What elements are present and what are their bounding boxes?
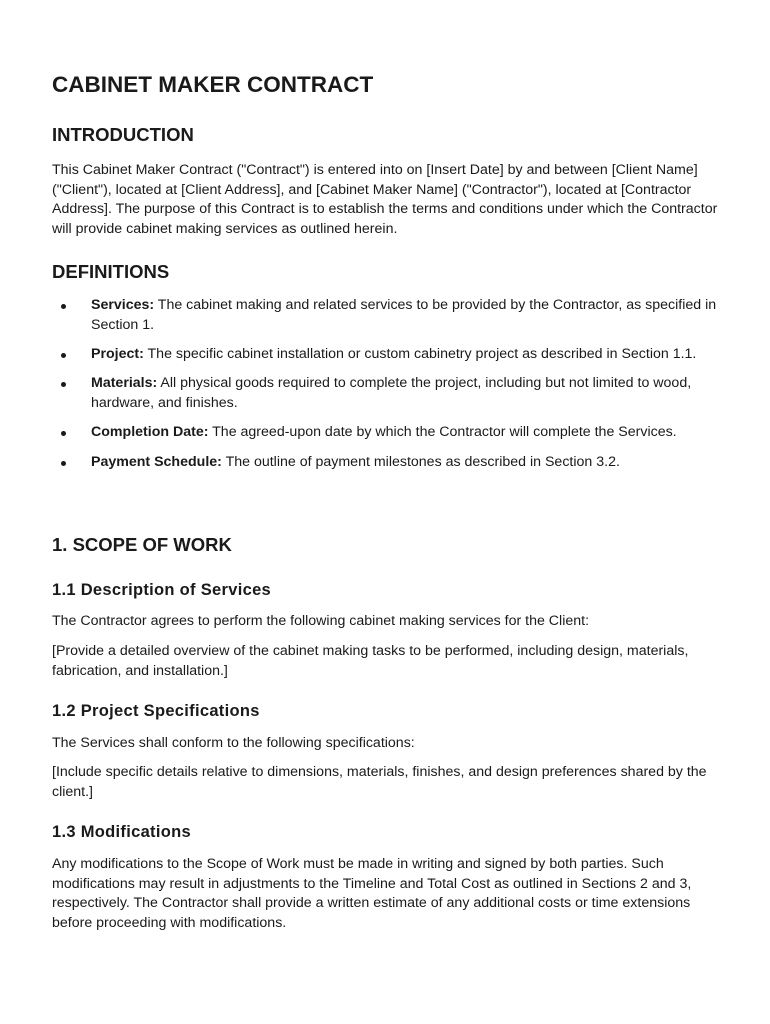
definitions-heading: DEFINITIONS xyxy=(52,261,170,282)
bullet-icon xyxy=(61,304,66,309)
definition-text: The cabinet making and related services to be provided by the Contractor, as specified in Section 1. xyxy=(91,297,717,333)
introduction-text: This Cabinet Maker Contract ("Contract") is entered into on [Insert Date] by and between [Client Name] ("Client"), located at [Client Address], and [Cabinet Maker Name] ("Contractor"), located at [Contractor Address]. The purpose of this Contract is to establish the terms and conditions under which the Contractor will provide cabinet making services as outlined herein. xyxy=(52,162,718,237)
description-intro: The Contractor agrees to perform the following cabinet making services for the Client: xyxy=(52,613,590,629)
definition-term: Services: xyxy=(91,297,155,313)
definition-item xyxy=(52,296,718,335)
specifications-intro: The Services shall conform to the following specifications: xyxy=(52,735,415,751)
definition-term: Project: xyxy=(91,345,144,362)
modifications-heading: 1.3 Modifications xyxy=(52,823,191,841)
bullet-icon xyxy=(61,353,66,358)
introduction-heading: INTRODUCTION xyxy=(52,124,194,145)
definition-item xyxy=(52,423,718,443)
definition-term: Materials: xyxy=(91,375,158,392)
bullet-icon xyxy=(61,431,66,436)
specifications-heading: 1.2 Project Specifications xyxy=(52,702,260,720)
scope-heading: 1. SCOPE OF WORK xyxy=(52,534,232,555)
bullet-icon xyxy=(61,461,66,466)
definition-item xyxy=(52,345,718,365)
document-title: CABINET MAKER CONTRACT xyxy=(52,72,374,97)
specifications-placeholder: [Include specific details relative to dimensions, materials, finishes, and design preferences shared by the client.] xyxy=(52,764,707,800)
description-heading: 1.1 Description of Services xyxy=(52,581,272,599)
definitions-list xyxy=(52,296,718,482)
definition-item xyxy=(52,374,718,413)
description-placeholder: [Provide a detailed overview of the cabinet making tasks to be performed, including design, materials, fabrication, and installation.] xyxy=(52,643,689,679)
definition-term: Payment Schedule: xyxy=(91,453,222,470)
definition-text: The outline of payment milestones as described in Section 3.2. xyxy=(221,453,620,470)
definition-item xyxy=(52,453,718,473)
definition-text: All physical goods required to complete the project, including but not limited to wood, hardware, and finishes. xyxy=(91,375,692,411)
definition-term: Completion Date: xyxy=(91,424,209,441)
definition-text: The specific cabinet installation or custom cabinetry project as described in Section 1.1. xyxy=(143,345,697,362)
bullet-icon xyxy=(61,382,66,387)
definition-text: The agreed-upon date by which the Contractor will complete the Services. xyxy=(208,424,677,441)
modifications-text: Any modifications to the Scope of Work must be made in writing and signed by both parties. Such modifications may result in adjustments to the Timeline and Total Cost as outlined in Sections 2 and 3, respectively. The Contractor shall provide a written estimate of any additional costs or time extensions before proceeding with modifications. xyxy=(52,856,692,931)
